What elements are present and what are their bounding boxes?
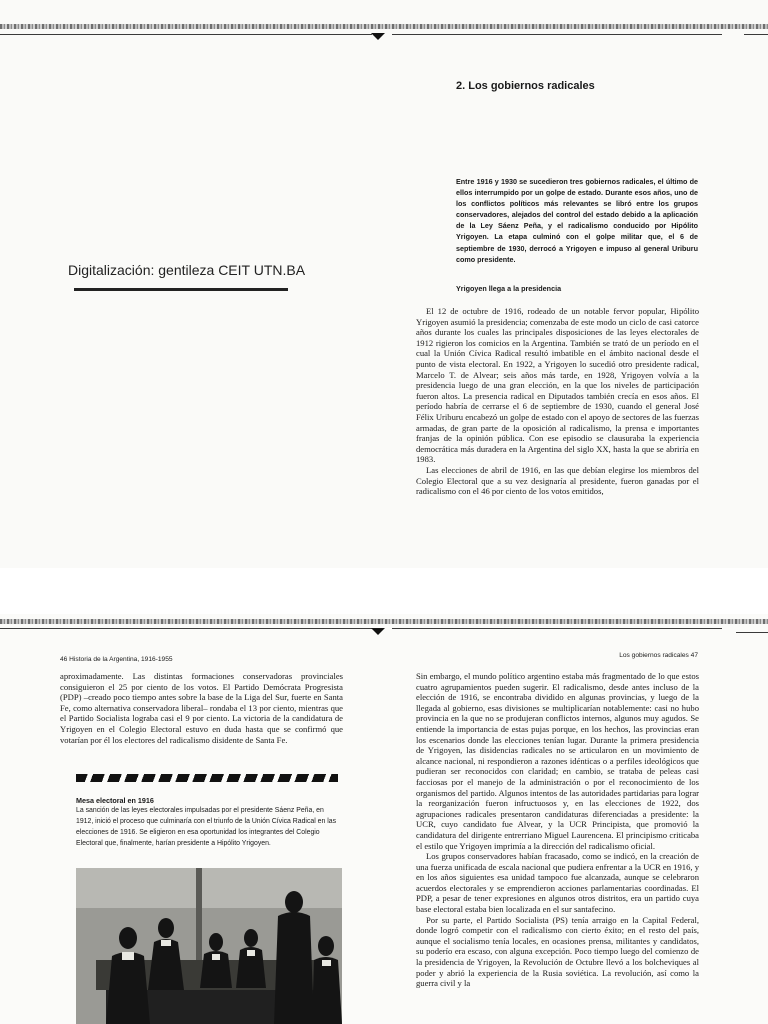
page-rule-left <box>0 34 372 35</box>
box-heading: Mesa electoral en 1916 <box>76 796 154 805</box>
body-column-top <box>416 306 699 497</box>
center-marker-icon <box>371 33 385 40</box>
credit-underline <box>74 288 288 291</box>
body-paragraph: Por su parte, el Partido Socialista (PS) tenía arraigo en la Capital Federal, donde logró competir con el radicalismo con cierto éxito; en el resto del país, aunque el socialismo tenía locales, en ocasiones prensa, militantes y candidatos, su poderío era escaso, con alguna excepción. Poco tiempo luego del comienzo de la presidencia de Yrigoyen, la Revolución de Octubre llevó a los bolcheviques al poder y abrió la experiencia de la Rusia soviética. La revolución, así como la guerra civil y la <box>416 914 699 989</box>
box-caption: La sanción de las leyes electorales impulsadas por el presidente Sáenz Peña, en 1912, inició el proceso que culminaría con el triunfo de la Unión Cívica Radical en las elecciones de 1916. Se eligieron en esa oportunidad los integrantes del Colegio Electoral que, finalmente, harían presidente a Hipólito Yrigoyen. <box>76 807 337 847</box>
historical-photo <box>76 868 342 1024</box>
page-gap <box>0 568 768 618</box>
photo-illustration <box>76 868 342 1024</box>
center-marker-icon <box>371 628 385 635</box>
page-rule-margin <box>736 632 768 633</box>
running-head-left: 46 Historia de la Argentina, 1916-1955 <box>60 656 173 663</box>
chapter-title: 2. Los gobiernos radicales <box>456 80 595 92</box>
body-paragraph: Sin embargo, el mundo político argentino estaba más fragmentado de lo que estos cuatro agrupamientos pueden sugerir. El radicalismo, desde antes incluso de la elección de 1916, se encontraba dividido en algunas provincias, y luego de la llegada al gobierno, esas divisiones se multiplicarían notablemente: casi no hubo provincia en la que no se produjeran conflictos internos, algunos muy agudos. Se entiende la importancia de estas pujas porque, en los hechos, las provincias eran los escenarios donde las elecciones tenían lugar. Durante la primera presidencia de Yrigoyen, las disidencias radicales no se articularon en un movimiento de alcance nacional, ni respondieron a razones idénticas o a perfiles ideológicos que pudieran ser reconocidos con claridad; en cambio, se trataba de peleas casi facciosas por el manejo de la administración o por el reconocimiento de los organismos del partido. Algunos intentos de las autoridades partidarias para lograr la reorganización fueron infructuosos y, en las elecciones de 1922, dos agrupaciones radicales presentaron candidaturas diferenciadas a presidente: la UCR, cuyo candidato fue Alvear, y la UCR Principista, que promovió la candidatura del dirigente entrerriano Miguel Laurencena. El principismo criticaba el estilo que Yrigoyen imprimía a la dirección del radicalismo oficial. <box>416 671 699 851</box>
chapter-lead: Entre 1916 y 1930 se sucedieron tres gobiernos radicales, el último de ellos interrumpido por un golpe de estado. Durante esos años, uno de los conflictos políticos más relevantes se libró entre los grupos conservadores, alejados del control del estado debido a la aplicación de la Ley Sáenz Peña, y el radicalismo conducido por Hipólito Yrigoyen. La etapa culminó con el golpe militar que, el 6 de septiembre de 1930, derrocó a Yrigoyen e impuso al general Uriburu como presidente. <box>456 177 698 264</box>
running-head-right: Los gobiernos radicales 47 <box>619 652 698 659</box>
body-paragraph: aproximadamente. Las distintas formaciones conservadoras provinciales consiguieron el 25 por ciento de los votos. El Partido Demócrata Progresista (PDP) –creado poco tiempo antes sobre la base de la Liga del Sur, fuerte en Santa Fe, como alternativa conservadora liberal– rondaba el 13 por ciento, mientras que el Partido Socialista lograba casi el 9 por ciento. La victoria de la candidatura de Yrigoyen en el Colegio Electoral estuvo en duda hasta que se confirmó que votarían por él los electores del radicalismo disidente de Santa Fe. <box>60 671 343 745</box>
page-rule-margin <box>744 34 768 35</box>
page-rule-left <box>0 628 372 629</box>
section-heading: Yrigoyen llega a la presidencia <box>456 284 562 293</box>
body-paragraph: Las elecciones de abril de 1916, en las que debían elegirse los miembros del Colegio Electoral que a su vez designaría al presidente, fueron ganadas por el radicalismo con el 46 por ciento de los votos emitidos, <box>416 464 699 497</box>
body-paragraph: Los grupos conservadores habían fracasado, como se indicó, en la creación de una fuerza unificada de escala nacional que pudiera enfrentar a la UCR en 1916, y en los años siguientes esa unidad tampoco fue alcanzada, aunque se celebraron acuerdos electorales y se emprendieron acciones parlamentarias coordinadas. El PDP, a pesar de tener expresiones en algunos otros distritos, era un partido cuya base electoral estaba bien localizada en el sur santafecino. <box>416 851 699 915</box>
page-rule-right <box>392 34 722 35</box>
digitization-credit: Digitalización: gentileza CEIT UTN.BA <box>68 262 306 278</box>
page-edge-band <box>0 24 768 29</box>
page-rule-right <box>392 628 722 629</box>
body-paragraph: El 12 de octubre de 1916, rodeado de un notable fervor popular, Hipólito Yrigoyen asumió la presidencia; comenzaba de este modo un ciclo de casi catorce años durante los cuales las principales disposiciones de las leyes electorales de 1912 rigieron los comicios en la Argentina. También se trató de un período en el cual la Unión Cívica Radical resultó imbatible en el ámbito nacional desde el punto de vista electoral. En 1922, a Yrigoyen lo sucedió otro presidente radical, Marcelo T. de Alvear; seis años más tarde, en 1928, Yrigoyen volvía a la presidencia luego de una gran elección, en la que los niveles de participación fueron altos. La presencia radical en Diputados también crecía en esos años. El período habría de cerrarse el 6 de septiembre de 1930, cuando el general José Félix Uriburu encabezó un golpe de estado con el apoyo de sectores de las fuerzas armadas, de gran parte de la oposición al radicalismo, la prensa e importantes franjas de la opinión pública. Con ese episodio se clausuraba la experiencia democrática más duradera en la Argentina del siglo XX, hasta la que se abriría en 1983. <box>416 306 699 465</box>
box-stripe-ornament <box>76 774 338 782</box>
body-column-left <box>60 671 343 745</box>
body-column-right <box>416 671 699 989</box>
page-edge-band <box>0 619 768 624</box>
